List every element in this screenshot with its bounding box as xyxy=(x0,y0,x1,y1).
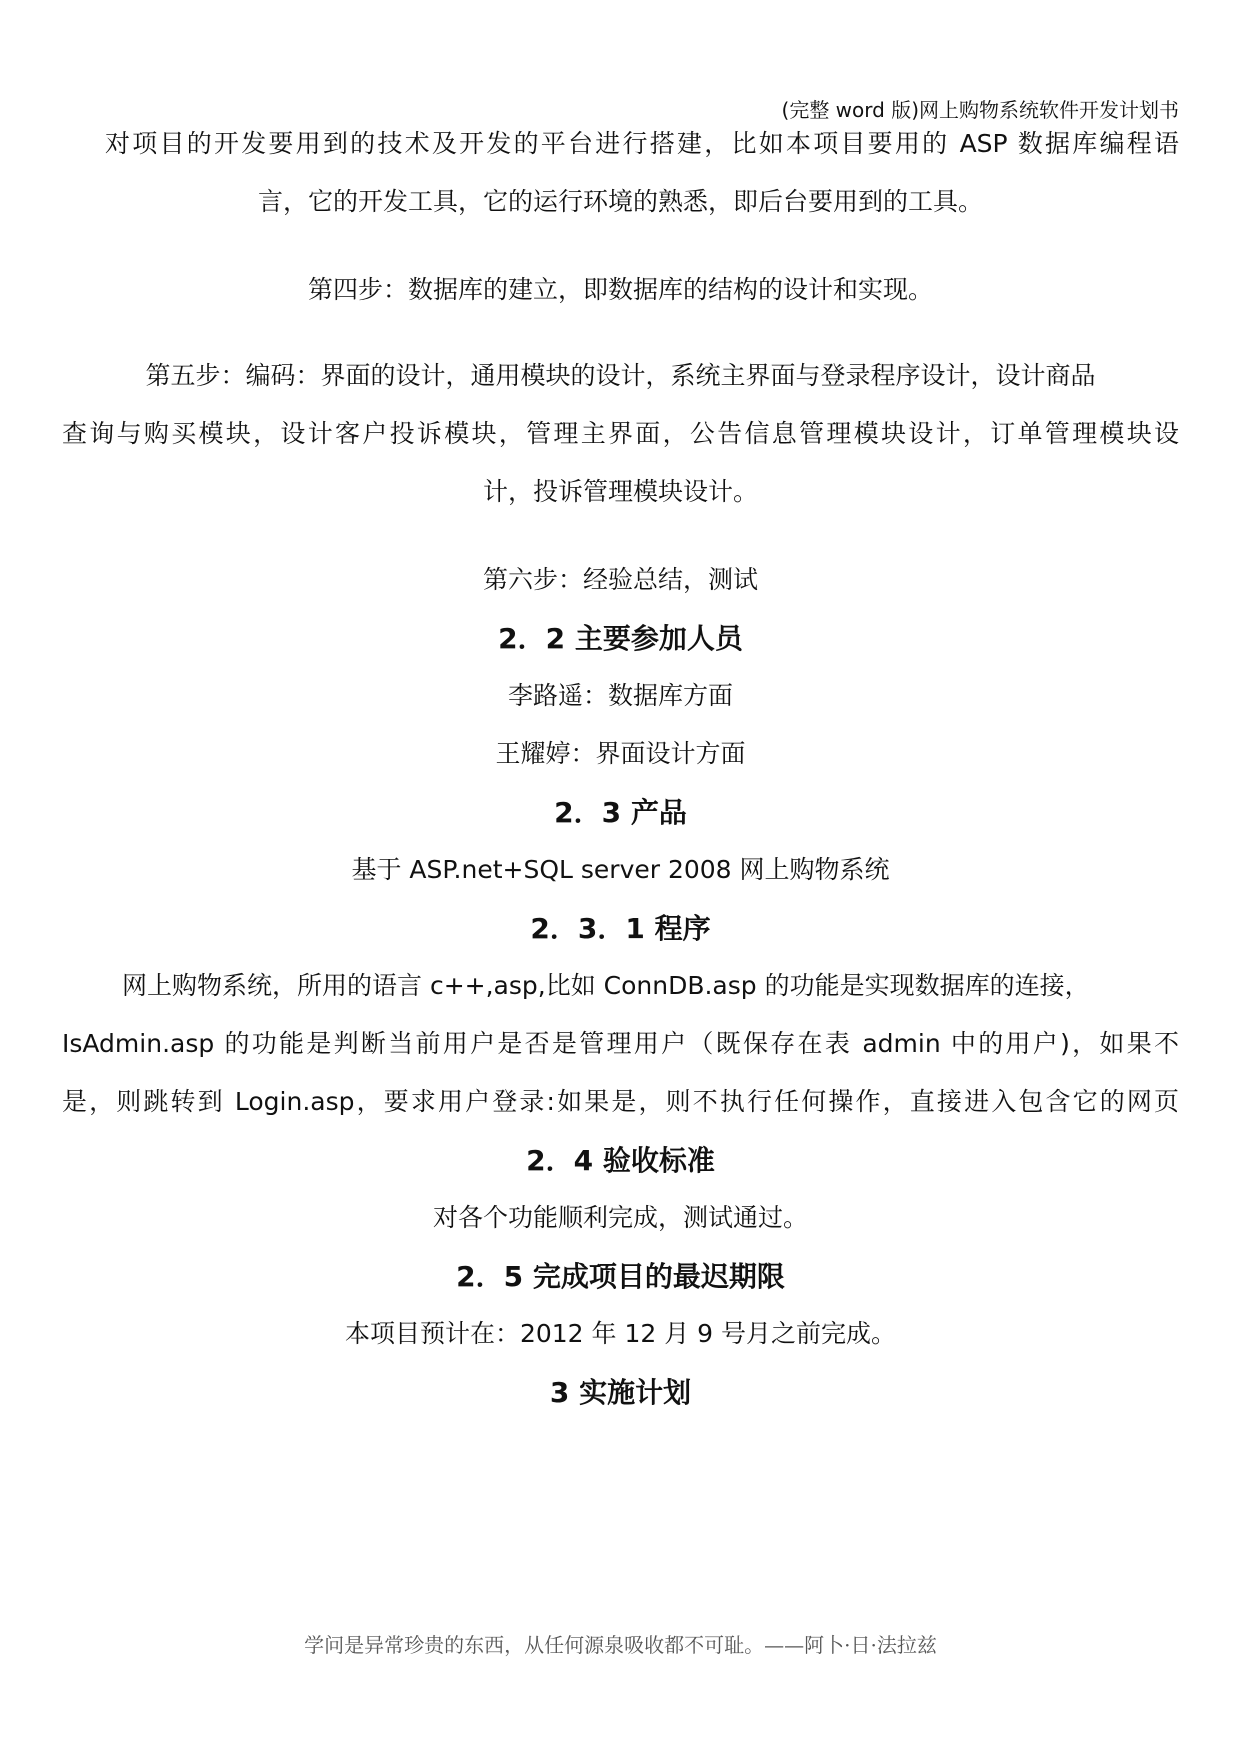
program-paragraph-line: 网上购物系统，所用的语言 c++,asp,比如 ConnDB.asp 的功能是实现数据库的连接， xyxy=(122,971,1090,1000)
section-heading-2-5: 2．5 完成项目的最迟期限 xyxy=(456,1260,785,1293)
step-6-text: 第六步：经验总结，测试 xyxy=(482,565,758,594)
step-5-line: 查询与购买模块，设计客户投诉模块，管理主界面，公告信息管理模块设计，订单管理模块设 xyxy=(62,419,1179,448)
section-heading-2-4: 2．4 验收标准 xyxy=(526,1144,715,1177)
deadline-text: 本项目预计在：2012 年 12 月 9 号月之前完成。 xyxy=(344,1319,897,1348)
acceptance-text: 对各个功能顺利完成，测试通过。 xyxy=(432,1203,808,1232)
paragraph-line: 言，它的开发工具，它的运行环境的熟悉，即后台要用到的工具。 xyxy=(257,187,983,216)
running-header: (完整 word 版)网上购物系统软件开发计划书 xyxy=(781,98,1179,122)
product-text: 基于 ASP.net+SQL server 2008 网上购物系统 xyxy=(351,855,890,884)
section-heading-2-2: 2．2 主要参加人员 xyxy=(498,622,743,655)
step-5-line: 计，投诉管理模块设计。 xyxy=(482,477,758,506)
paragraph-line: 对项目的开发要用到的技术及开发的平台进行搭建，比如本项目要用的 ASP 数据库编程语 xyxy=(105,129,1179,158)
program-paragraph-line: IsAdmin.asp 的功能是判断当前用户是否是管理用户（既保存在表 admin 中的用户)，如果不 xyxy=(62,1029,1179,1058)
footer-quote: 学问是异常珍贵的东西，从任何源泉吸收都不可耻。——阿卜·日·法拉兹 xyxy=(304,1633,937,1657)
step-4-text: 第四步：数据库的建立，即数据库的结构的设计和实现。 xyxy=(307,275,933,304)
member-item: 王耀婷：界面设计方面 xyxy=(495,739,746,768)
section-heading-2-3-1: 2．3．1 程序 xyxy=(530,912,711,945)
section-heading-3: 3 实施计划 xyxy=(549,1376,692,1409)
member-item: 李路遥：数据库方面 xyxy=(507,681,733,710)
section-heading-2-3: 2．3 产品 xyxy=(554,796,687,829)
step-5-line: 第五步：编码：界面的设计，通用模块的设计，系统主界面与登录程序设计，设计商品 xyxy=(145,361,1096,390)
program-paragraph-line: 是，则跳转到 Login.asp，要求用户登录:如果是，则不执行任何操作，直接进入包含它的网页 xyxy=(62,1087,1179,1116)
